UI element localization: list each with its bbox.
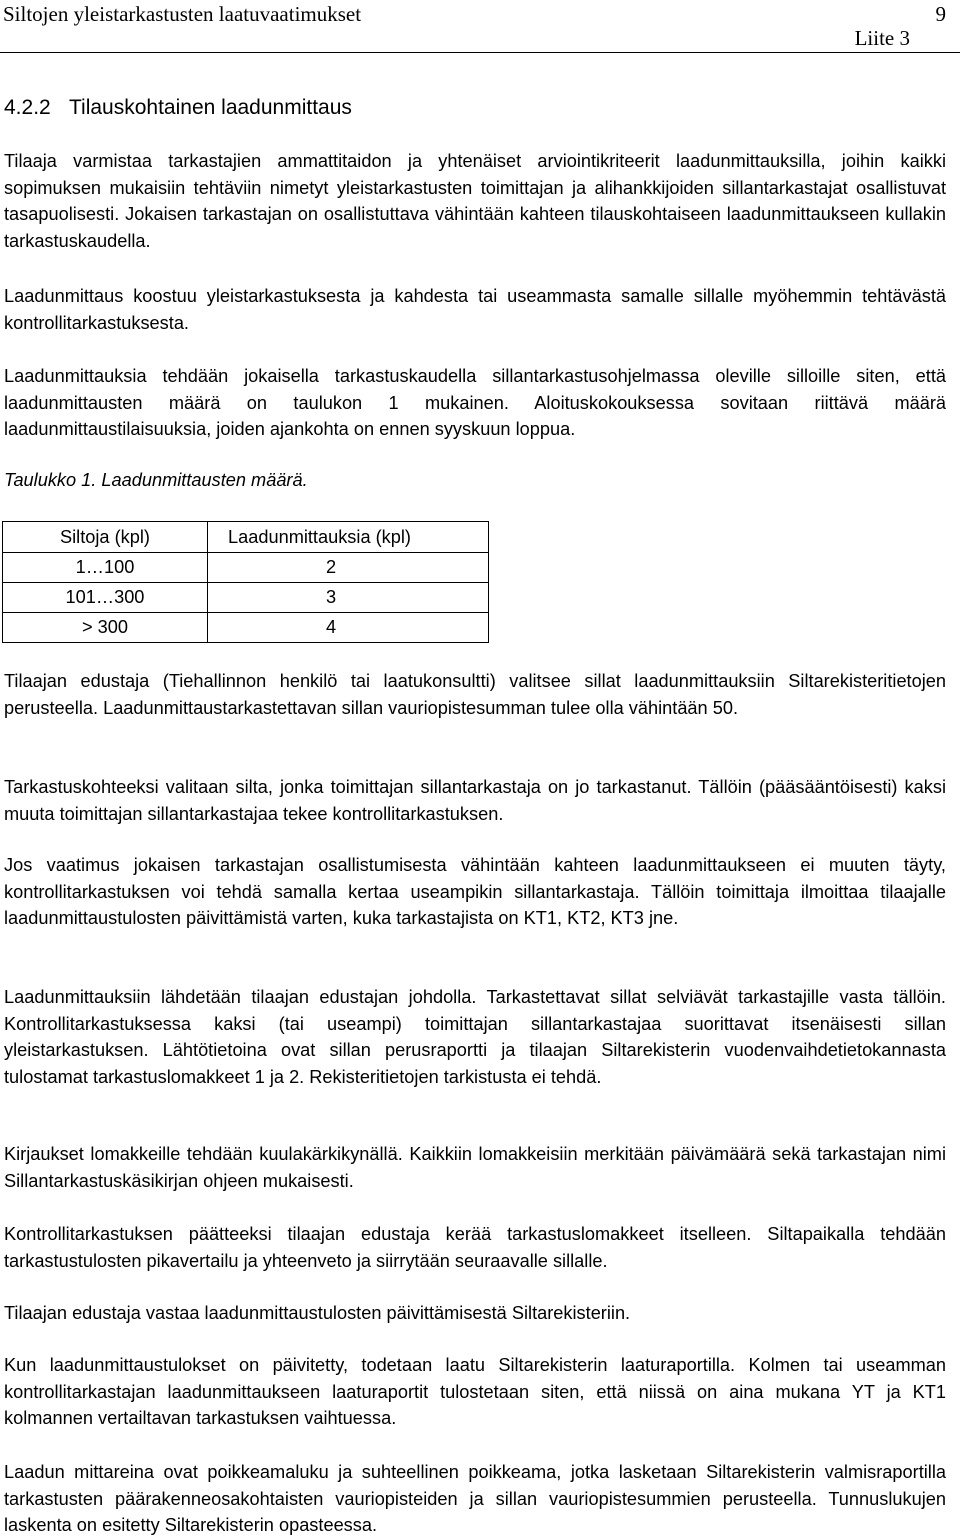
table-cell: 2 bbox=[208, 553, 489, 583]
table-row bbox=[3, 583, 489, 613]
paragraph: Laadunmittaus koostuu yleistarkastuksesta ja kahdesta tai useammasta samalle sillalle myöhemmin tehtävästä kontrollitarkastuksesta. bbox=[4, 286, 946, 333]
table-cell: 4 bbox=[208, 613, 489, 643]
paragraph: Laadun mittareina ovat poikkeamaluku ja suhteellinen poikkeama, jotka lasketaan Siltarekisterin valmisraportilla tarkastusten päärakenneosakohtaisten vauriopisteiden ja sillan vauriopistesummien perusteella. Tunnuslukujen laskenta on esitetty Siltarekisterin opasteessa. bbox=[4, 1462, 946, 1535]
paragraph: Tilaaja varmistaa tarkastajien ammattitaidon ja yhtenäiset arviointikriteerit laadunmittauksilla, joihin kaikki sopimuksen mukaisiin tehtäviin nimetyt yleistarkastusten toimittajan ja alihankkijoiden sillantarkastajat osallistuvat tasapuolisesti. Jokaisen tarkastajan on osallistuttava vähintään kahteen tilauskohtaiseen laadunmittaukseen kullakin tarkastuskaudella. bbox=[4, 151, 946, 251]
table-row bbox=[3, 613, 489, 643]
table-header-cell: Laadunmittauksia (kpl) bbox=[208, 522, 489, 553]
inspection-count-table bbox=[2, 521, 489, 643]
paragraph: Kun laadunmittaustulokset on päivitetty, todetaan laatu Siltarekisterin laaturaportilla. Kolmen tai useamman kontrollitarkastajan laadunmittaukseen laaturaportit tulostetaan siten, että niissä on aina mukana YT ja KT1 kolmannen vertailtavan tarkastuksen vaihtuessa. bbox=[4, 1355, 946, 1428]
paragraph: Laadunmittauksiin lähdetään tilaajan edustajan johdolla. Tarkastettavat sillat selviävät tarkastajille vasta tällöin. Kontrollitarkastuksessa kaksi (tai useampi) toimittajan sillantarkastajaa suorittavat itsenäisesti sillan yleistarkastuksen. Lähtötietoina ovat sillan perusraportti ja tilaajan Siltarekisterin vuodenvaihdetietokannasta tulostamat tarkastuslomakkeet 1 ja 2. Rekisteritietojen tarkistusta ei tehdä. bbox=[4, 987, 946, 1087]
paragraph: Tilaajan edustaja (Tiehallinnon henkilö tai laatukonsultti) valitsee sillat laadunmittauksiin Siltarekisteritietojen perusteella. Laadunmittaustarkastettavan sillan vauriopistesumman tulee olla vähintään 50. bbox=[4, 671, 946, 718]
table-cell: 101…300 bbox=[3, 583, 208, 613]
header-rule bbox=[0, 52, 960, 53]
annex-label: Liite 3 bbox=[854, 26, 910, 50]
section-heading bbox=[4, 96, 352, 120]
section-title: Tilauskohtainen laadunmittaus bbox=[69, 96, 352, 119]
table-row bbox=[3, 553, 489, 583]
paragraph: Laadunmittauksia tehdään jokaisella tarkastuskaudella sillantarkastusohjelmassa oleville silloille siten, että laadunmittausten määrä on taulukon 1 mukainen. Aloituskokouksessa sovitaan riittävä määrä laadunmittaustilaisuuksia, joiden ajankohta on ennen syyskuun loppua. bbox=[4, 366, 946, 439]
table-cell: > 300 bbox=[3, 613, 208, 643]
paragraph: Jos vaatimus jokaisen tarkastajan osallistumisesta vähintään kahteen laadunmittaukseen ei muuten täyty, kontrollitarkastuksen voi tehdä samalla kertaa useampikin sillantarkastaja. Tällöin toimittaja ilmoittaa tilaajalle laadunmittaustulosten päivittämistä varten, kuka tarkastajista on KT1, KT2, KT3 jne. bbox=[4, 855, 946, 928]
paragraph: Kontrollitarkastuksen päätteeksi tilaajan edustaja kerää tarkastuslomakkeet itselleen. Siltapaikalla tehdään tarkastustulosten pikavertailu ja yhteenveto ja siirrytään seuraavalle sillalle. bbox=[4, 1224, 946, 1271]
table-caption: Taulukko 1. Laadunmittausten määrä. bbox=[4, 470, 308, 490]
page-number: 9 bbox=[935, 2, 946, 26]
paragraph: Tarkastuskohteeksi valitaan silta, jonka toimittajan sillantarkastaja on jo tarkastanut. Tällöin (pääsääntöisesti) kaksi muuta toimittajan sillantarkastajaa tekee kontrollitarkastuksen. bbox=[4, 777, 946, 824]
running-header-title: Siltojen yleistarkastusten laatuvaatimukset bbox=[3, 2, 362, 26]
table-cell: 3 bbox=[208, 583, 489, 613]
table-cell: 1…100 bbox=[3, 553, 208, 583]
table-header-cell: Siltoja (kpl) bbox=[3, 522, 208, 553]
paragraph: Tilaajan edustaja vastaa laadunmittaustulosten päivittämisestä Siltarekisteriin. bbox=[4, 1303, 631, 1323]
paragraph: Kirjaukset lomakkeille tehdään kuulakärkikynällä. Kaikkiin lomakkeisiin merkitään päivämäärä sekä tarkastajan nimi Sillantarkastuskäsikirjan ohjeen mukaisesti. bbox=[4, 1144, 946, 1191]
section-number: 4.2.2 bbox=[4, 96, 51, 119]
table-header-row bbox=[3, 522, 489, 553]
